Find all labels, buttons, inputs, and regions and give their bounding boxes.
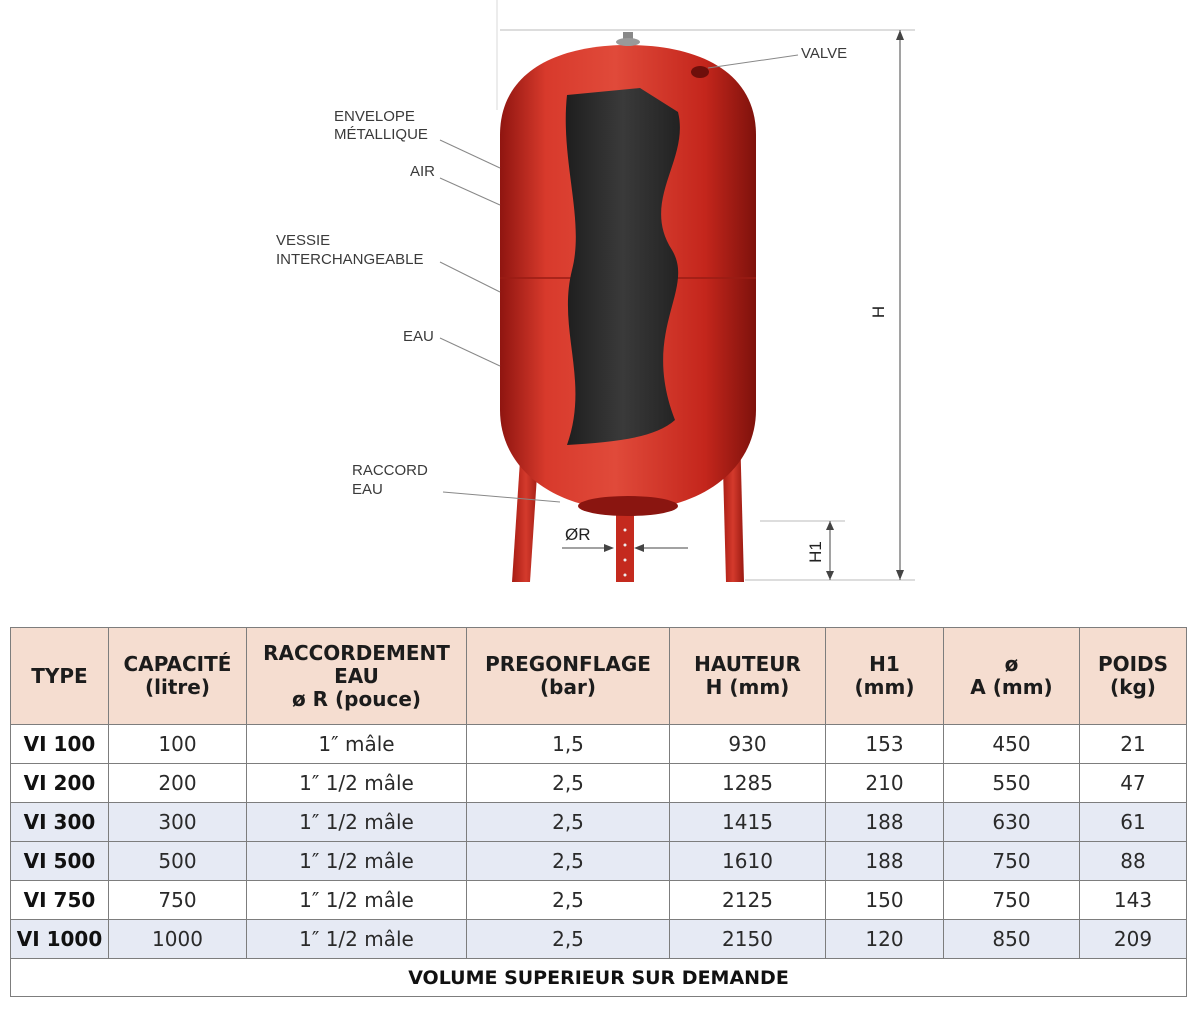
table-cell: 120 bbox=[826, 920, 944, 959]
label-connection-line2: EAU bbox=[352, 481, 383, 498]
bladder bbox=[566, 88, 680, 445]
column-header-line: A (mm) bbox=[970, 675, 1053, 699]
table-cell: 100 bbox=[109, 725, 247, 764]
table-cell: 61 bbox=[1080, 803, 1187, 842]
svg-text:INTERCHANGEABLE bbox=[276, 251, 424, 268]
column-header bbox=[1080, 628, 1187, 725]
column-header-line: CAPACITÉ bbox=[123, 652, 232, 676]
column-header-line: (bar) bbox=[540, 675, 596, 699]
table-cell-type: VI 100 bbox=[11, 725, 109, 764]
table-cell: 550 bbox=[944, 764, 1080, 803]
label-valve: VALVE bbox=[801, 45, 848, 62]
column-header-line: (mm) bbox=[854, 675, 915, 699]
table-cell: 188 bbox=[826, 842, 944, 881]
table-cell: 2150 bbox=[670, 920, 826, 959]
table-cell: 930 bbox=[670, 725, 826, 764]
table-cell: 450 bbox=[944, 725, 1080, 764]
column-header bbox=[11, 628, 109, 725]
table-cell: 1″ mâle bbox=[247, 725, 467, 764]
table-cell: 21 bbox=[1080, 725, 1187, 764]
svg-text:VALVE bbox=[801, 45, 847, 62]
column-header bbox=[247, 628, 467, 725]
svg-text:ØR bbox=[565, 525, 591, 544]
table-cell: 1610 bbox=[670, 842, 826, 881]
table-cell-type: VI 750 bbox=[11, 881, 109, 920]
table-cell: 2,5 bbox=[467, 881, 670, 920]
table-row bbox=[11, 920, 1187, 959]
column-header bbox=[944, 628, 1080, 725]
column-header-line: H (mm) bbox=[705, 675, 790, 699]
table-cell: 2,5 bbox=[467, 764, 670, 803]
svg-text:VESSIE bbox=[276, 232, 330, 249]
label-bladder-line2: INTERCHANGEABLE bbox=[276, 251, 424, 268]
column-header bbox=[109, 628, 247, 725]
dimension-h1 bbox=[760, 521, 845, 580]
svg-text:EAU bbox=[352, 481, 383, 498]
table-cell: 1″ 1/2 mâle bbox=[247, 842, 467, 881]
column-header-line: ø R (pouce) bbox=[291, 686, 422, 711]
column-header-line: PREGONFLAGE bbox=[485, 652, 651, 676]
table-cell: 2,5 bbox=[467, 920, 670, 959]
specifications-table bbox=[10, 627, 1187, 997]
table-cell: 1″ 1/2 mâle bbox=[247, 881, 467, 920]
table-cell: 2,5 bbox=[467, 842, 670, 881]
column-header-line: EAU bbox=[334, 663, 379, 688]
table-body bbox=[11, 725, 1187, 959]
svg-text:MÉTALLIQUE bbox=[334, 126, 428, 143]
table-cell-type: VI 200 bbox=[11, 764, 109, 803]
table-header-row bbox=[11, 628, 1187, 725]
table-cell: 750 bbox=[109, 881, 247, 920]
table-cell: 153 bbox=[826, 725, 944, 764]
table-cell: 630 bbox=[944, 803, 1080, 842]
table-cell: 1″ 1/2 mâle bbox=[247, 764, 467, 803]
label-envelope-line1: ENVELOPE bbox=[334, 108, 415, 125]
table-cell: 209 bbox=[1080, 920, 1187, 959]
table-cell: 1,5 bbox=[467, 725, 670, 764]
svg-text:EAU bbox=[403, 328, 434, 345]
column-header bbox=[826, 628, 944, 725]
table-cell: 1″ 1/2 mâle bbox=[247, 920, 467, 959]
label-connection-line1: RACCORD bbox=[352, 462, 428, 479]
table-cell: 2,5 bbox=[467, 803, 670, 842]
column-header-line: (kg) bbox=[1110, 675, 1156, 699]
label-envelope-line2: MÉTALLIQUE bbox=[334, 126, 428, 143]
table-cell: 850 bbox=[944, 920, 1080, 959]
table-cell: 1285 bbox=[670, 764, 826, 803]
label-bladder-line1: VESSIE bbox=[276, 232, 331, 249]
table-row bbox=[11, 881, 1187, 920]
label-air: AIR bbox=[410, 163, 436, 180]
table-footer-note: VOLUME SUPERIEUR SUR DEMANDE bbox=[11, 959, 1187, 997]
column-header bbox=[467, 628, 670, 725]
column-header-line: RACCORDEMENT bbox=[263, 640, 450, 665]
table-row bbox=[11, 725, 1187, 764]
column-header-line: HAUTEUR bbox=[694, 652, 801, 676]
table-cell: 300 bbox=[109, 803, 247, 842]
table-cell: 1415 bbox=[670, 803, 826, 842]
table-cell: 750 bbox=[944, 842, 1080, 881]
table-cell: 500 bbox=[109, 842, 247, 881]
table-cell: 1000 bbox=[109, 920, 247, 959]
column-header bbox=[670, 628, 826, 725]
dimension-h1-label: H1 bbox=[806, 541, 825, 563]
table-cell: 88 bbox=[1080, 842, 1187, 881]
svg-text:RACCORD bbox=[352, 462, 428, 479]
column-header-line: (litre) bbox=[145, 675, 210, 699]
table-cell-type: VI 500 bbox=[11, 842, 109, 881]
column-header-line: H1 bbox=[869, 652, 900, 676]
table-cell: 750 bbox=[944, 881, 1080, 920]
column-header-line: TYPE bbox=[31, 663, 88, 688]
label-water: EAU bbox=[403, 328, 434, 345]
table-cell: 200 bbox=[109, 764, 247, 803]
dimension-r-label: ØR bbox=[565, 525, 591, 544]
table-row bbox=[11, 842, 1187, 881]
dimension-h-label: H bbox=[869, 305, 888, 319]
table-cell: 210 bbox=[826, 764, 944, 803]
column-header-line: ø bbox=[1004, 652, 1019, 676]
table-row bbox=[11, 764, 1187, 803]
table-cell: 1″ 1/2 mâle bbox=[247, 803, 467, 842]
table-cell-type: VI 300 bbox=[11, 803, 109, 842]
table-cell-type: VI 1000 bbox=[11, 920, 109, 959]
table-cell: 150 bbox=[826, 881, 944, 920]
table-cell: 188 bbox=[826, 803, 944, 842]
table-row bbox=[11, 803, 1187, 842]
table-cell: 143 bbox=[1080, 881, 1187, 920]
table-cell: 2125 bbox=[670, 881, 826, 920]
svg-text:H1 bbox=[806, 541, 825, 563]
svg-text:H bbox=[869, 306, 888, 318]
column-header-line: POIDS bbox=[1097, 652, 1169, 676]
svg-text:ENVELOPE bbox=[334, 108, 415, 125]
table-cell: 47 bbox=[1080, 764, 1187, 803]
svg-text:AIR bbox=[410, 163, 435, 180]
